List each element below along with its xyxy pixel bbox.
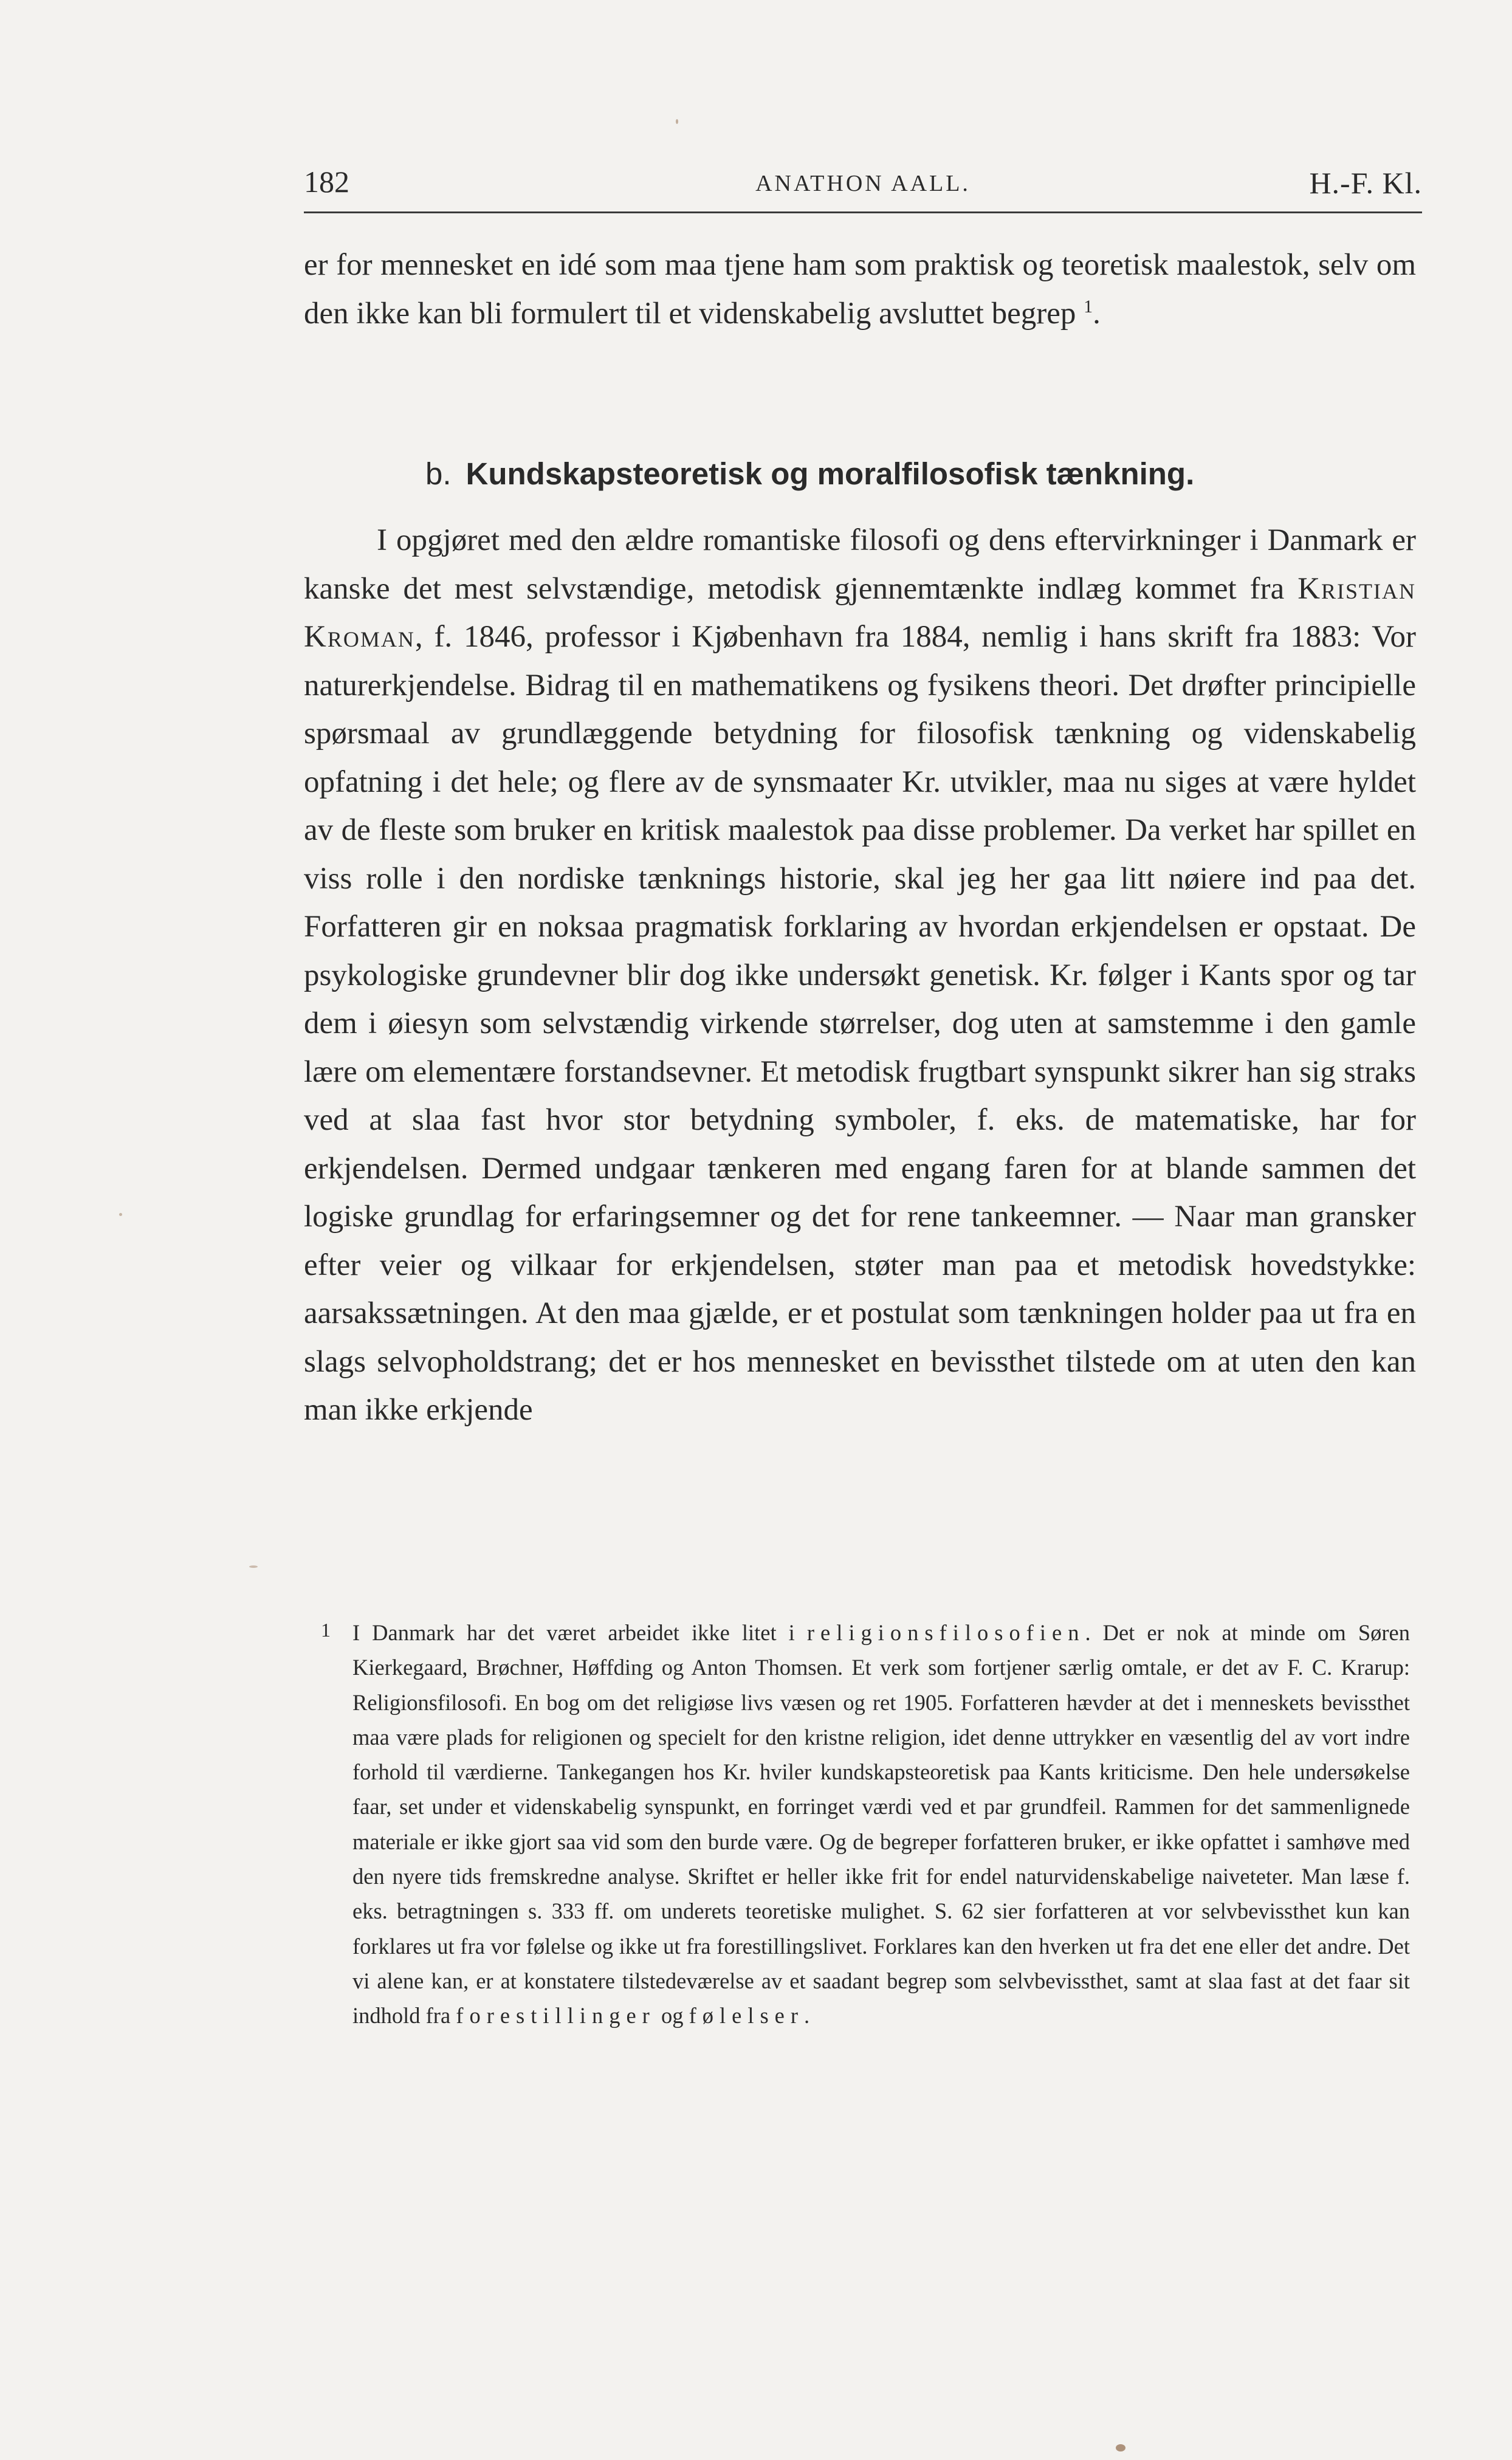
section-letter: b.	[425, 456, 452, 491]
footnote-number: 1	[321, 1619, 331, 1641]
paper-stain	[1116, 2444, 1125, 2451]
emphasis-spaced: følelser	[689, 2003, 805, 2029]
section-heading	[425, 456, 1194, 492]
footnote	[321, 1615, 1410, 2033]
paragraph-end: .	[1093, 296, 1101, 331]
paper-stain	[676, 119, 678, 124]
paragraph-text: I opgjøret med den ældre romantiske filosofi og dens eftervirkninger i Danmark er kanske det mest selvstændige, metodisk gjennemtænkte indlæg kommet fra	[304, 523, 1416, 606]
page-number: 182	[304, 165, 349, 199]
section-label: H.-F. Kl.	[1309, 166, 1422, 200]
emphasis-spaced: religionsfilosofien	[806, 1620, 1085, 1645]
footnote-text: I Danmark har det været arbeidet ikke litet i	[352, 1620, 795, 1645]
paper-stain	[119, 1213, 122, 1216]
paper-stain	[249, 1565, 258, 1568]
running-header	[304, 163, 1422, 213]
footnote-reference: 1	[1084, 296, 1093, 317]
body-paragraph	[304, 517, 1416, 1435]
footnote-end: .	[804, 2003, 810, 2029]
emphasis-spaced: forestillinger	[456, 2003, 656, 2029]
running-head-author: ANATHON AALL.	[755, 171, 971, 196]
author-name: Kristian Kroman	[304, 571, 1417, 654]
paragraph-text: er for mennesket en idé som maa tjene ham som praktisk og teoretisk maalestok, selv om den ikke kan bli formulert til et videnskabelig avsluttet begrep	[304, 248, 1416, 331]
paragraph-continuation	[304, 241, 1416, 338]
paragraph-text-continued: , f. 1846, professor i Kjøbenhavn fra 1884, nemlig i hans skrift fra 1883: Vor naturerkjendelse. Bidrag til en mathematikens og fysikens theori. Det drøfter principielle spørsmaal av grundlæggende betydning for filosofisk tænkning og videnskabelig opfatning i det hele; og flere av de synsmaater Kr. utvikler, maa nu siges at være hyldet av de fleste som bruker en kritisk maalestok paa disse problemer. Da verket har spillet en viss rolle i den nordiske tænknings historie, skal jeg her gaa litt nøiere ind paa det. Forfatteren gir en noksaa pragmatisk forklaring av hvordan erkjendelsen er opstaat. De psykologiske grundevner blir dog ikke undersøkt genetisk. Kr. følger i Kants spor og tar dem i øiesyn som selvstændig virkende størrelser, dog uten at samstemme i den gamle lære om elementære forstandsevner. Et metodisk frugtbart synspunkt sikrer han sig straks ved at slaa fast hvor stor betydning symboler, f. eks. de matematiske, har for erkjendelsen. Dermed undgaar tænkeren med engang faren for at blande sammen det logiske grundlag for erfaringsemner og det for rene tankeemner. — Naar man gransker efter veier og vilkaar for erkjendelsen, støter man paa et metodisk hovedstykke: aarsakssætningen. At den maa gjælde, er et postulat som tænkningen holder paa ut fra en slags selvopholdstrang; det er hos mennesket en bevissthet tilstede om at uten den kan man ikke erkjende	[304, 620, 1416, 1427]
footnote-text-continued: . Det er nok at minde om Søren Kierkegaard, Brøchner, Høffding og Anton Thomsen. Et verk som fortjener særlig omtale, er det av F. C. Krarup: Religionsfilosofi. En bog om det religiøse livs væsen og ret 1905. Forfatteren hævder at det i menneskets bevissthet maa være plads for religionen og specielt for den kristne religion, idet denne uttrykker en væsentlig del av vort indre forhold til værdierne. Tankegangen hos Kr. hviler kundskapsteoretisk paa Kants kriticisme. Den hele undersøkelse faar, set under et videnskabelig synspunkt, en forringet værdi ved et par grundfeil. Rammen for det sammenlignede materiale er ikke gjort saa vid som den burde være. Og de begreper forfatteren bruker, er ikke opfattet i samhøve med den nyere tids fremskredne analyse. Skriftet er heller ikke frit for endel naturvidenskabelige naiveteter. Man læse f. eks. betragtningen s. 333 ff. om underets teoretiske mulighet. S. 62 sier forfatteren at vor selvbevissthet kun kan forklares ut fra vor følelse og ikke ut fra forestillingslivet. Forklares kan den hverken ut fra det ene eller det andre. Det vi alene kan, er at konstatere tilstedeværelse av et saadant begrep som selvbevissthet, samt at slaa fast at det faar sit indhold fra	[352, 1620, 1410, 2029]
section-title: Kundskapsteoretisk og moralfilosofisk tænkning.	[466, 456, 1195, 491]
footnote-connector: og	[661, 2003, 684, 2029]
